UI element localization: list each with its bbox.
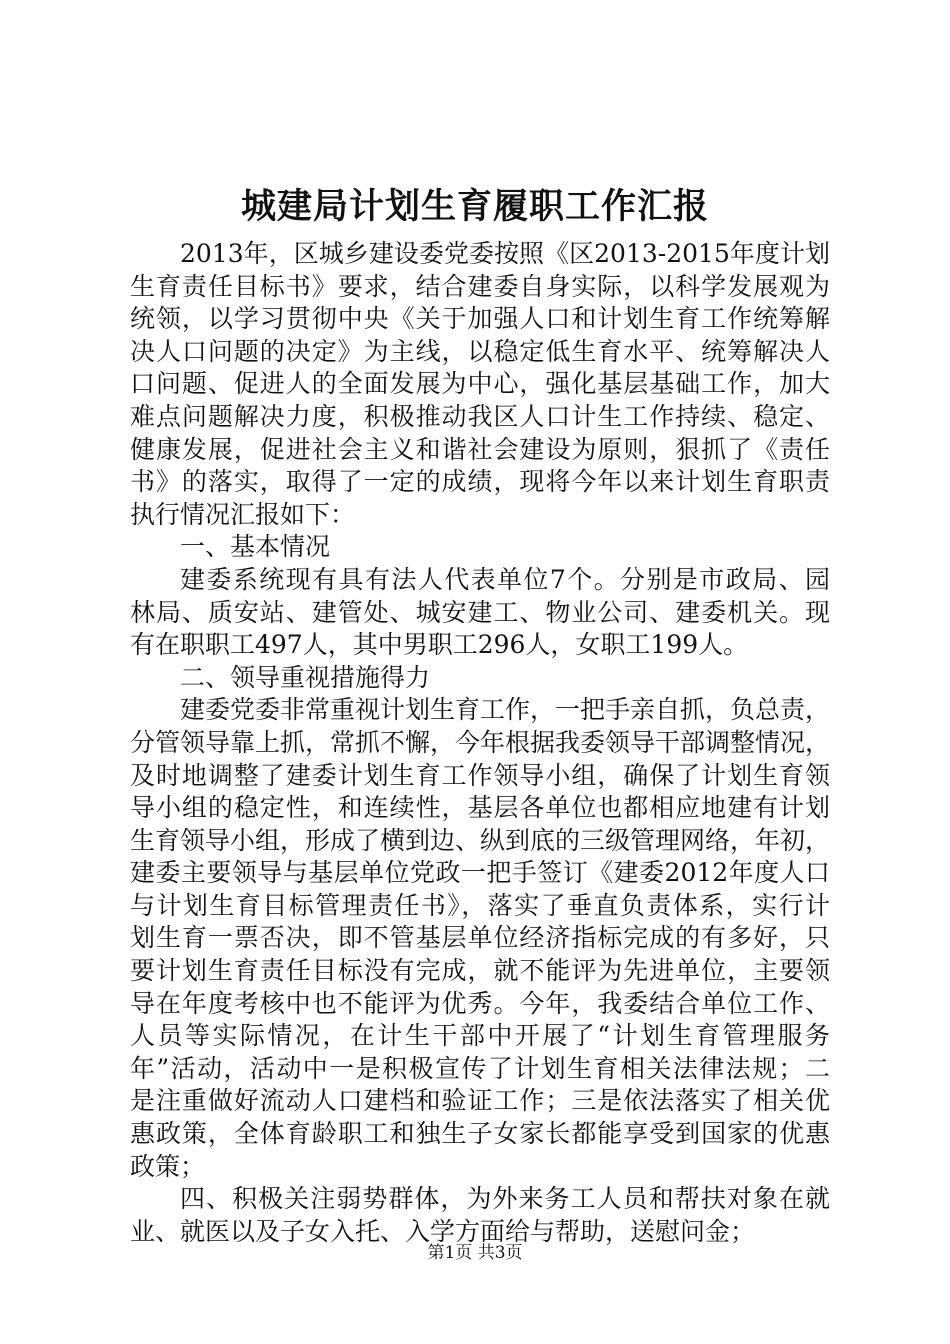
body-line: 2013年，区城乡建设委党委按照《区2013-2015年度计划 xyxy=(180,239,830,268)
body-line: 健康发展，促进社会主义和谐社会建设为原则，狠抓了《责任 xyxy=(130,434,830,464)
body-line: 与计划生育目标管理责任书》，落实了垂直负责体系，实行计 xyxy=(130,890,830,920)
body-line: 书》的落实，取得了一定的成绩，现将今年以来计划生育职责 xyxy=(130,467,830,497)
body-line: 建委系统现有具有法人代表单位7个。分别是市政局、园 xyxy=(180,564,830,594)
body-line: 林局、质安站、建管处、城安建工、物业公司、建委机关。现 xyxy=(130,597,830,627)
body-line: 及时地调整了建委计划生育工作领导小组，确保了计划生育领 xyxy=(130,760,830,790)
body-line: 口问题、促进人的全面发展为中心，强化基层基础工作，加大 xyxy=(130,369,830,399)
body-line: 是注重做好流动人口建档和验证工作；三是依法落实了相关优 xyxy=(130,1086,830,1116)
body-line: 有在职职工497人，其中男职工296人，女职工199人。 xyxy=(130,630,749,660)
body-line: 生育领导小组，形成了横到边、纵到底的三级管理网络，年初， xyxy=(130,825,831,855)
body-line: 政策； xyxy=(130,1151,206,1181)
body-line: 惠政策，全体育龄职工和独生子女家长都能享受到国家的优惠 xyxy=(130,1119,830,1149)
body-line: 导小组的稳定性，和连续性，基层各单位也都相应地建有计划 xyxy=(130,793,830,823)
document-title: 城建局计划生育履职工作汇报 xyxy=(240,186,709,227)
body-line: 划生育一票否决，即不管基层单位经济指标完成的有多好，只 xyxy=(130,923,830,953)
body-line: 建委主要领导与基层单位党政一把手签订《建委2012年度人口 xyxy=(130,858,830,888)
body-line: 统领，以学习贯彻中央《关于加强人口和计划生育工作统筹解 xyxy=(130,304,830,334)
body-line: 业、就医以及子女入托、入学方面给与帮助，送慰问金； xyxy=(130,1216,756,1246)
body-line: 难点问题解决力度，积极推动我区人口计生工作持续、稳定、 xyxy=(130,401,830,431)
body-line: 导在年度考核中也不能评为优秀。今年，我委结合单位工作、 xyxy=(130,988,830,1018)
body-line: 年”活动，活动中一是积极宣传了计划生育相关法律法规；二 xyxy=(130,1053,830,1083)
body-line: 建委党委非常重视计划生育工作，一把手亲自抓，负总责， xyxy=(180,695,831,725)
body-line: 分管领导靠上抓，常抓不懈，今年根据我委领导干部调整情况， xyxy=(130,727,831,757)
page-footer: 第1页 共3页 xyxy=(427,1243,523,1263)
body-line: 要计划生育责任目标没有完成，就不能评为先进单位，主要领 xyxy=(130,956,830,986)
body-line: 二、领导重视措施得力 xyxy=(180,662,431,692)
body-line: 生育责任目标书》要求，结合建委自身实际，以科学发展观为 xyxy=(130,271,830,301)
body-line: 四、积极关注弱势群体，为外来务工人员和帮扶对象在就 xyxy=(180,1184,830,1214)
document-body xyxy=(130,238,830,1248)
body-line: 人员等实际情况，在计生干部中开展了“计划生育管理服务 xyxy=(130,1021,830,1051)
body-line: 执行情况汇报如下： xyxy=(130,499,356,529)
body-line: 一、基本情况 xyxy=(180,532,331,562)
body-line: 决人口问题的决定》为主线，以稳定低生育水平、统筹解决人 xyxy=(130,336,830,366)
